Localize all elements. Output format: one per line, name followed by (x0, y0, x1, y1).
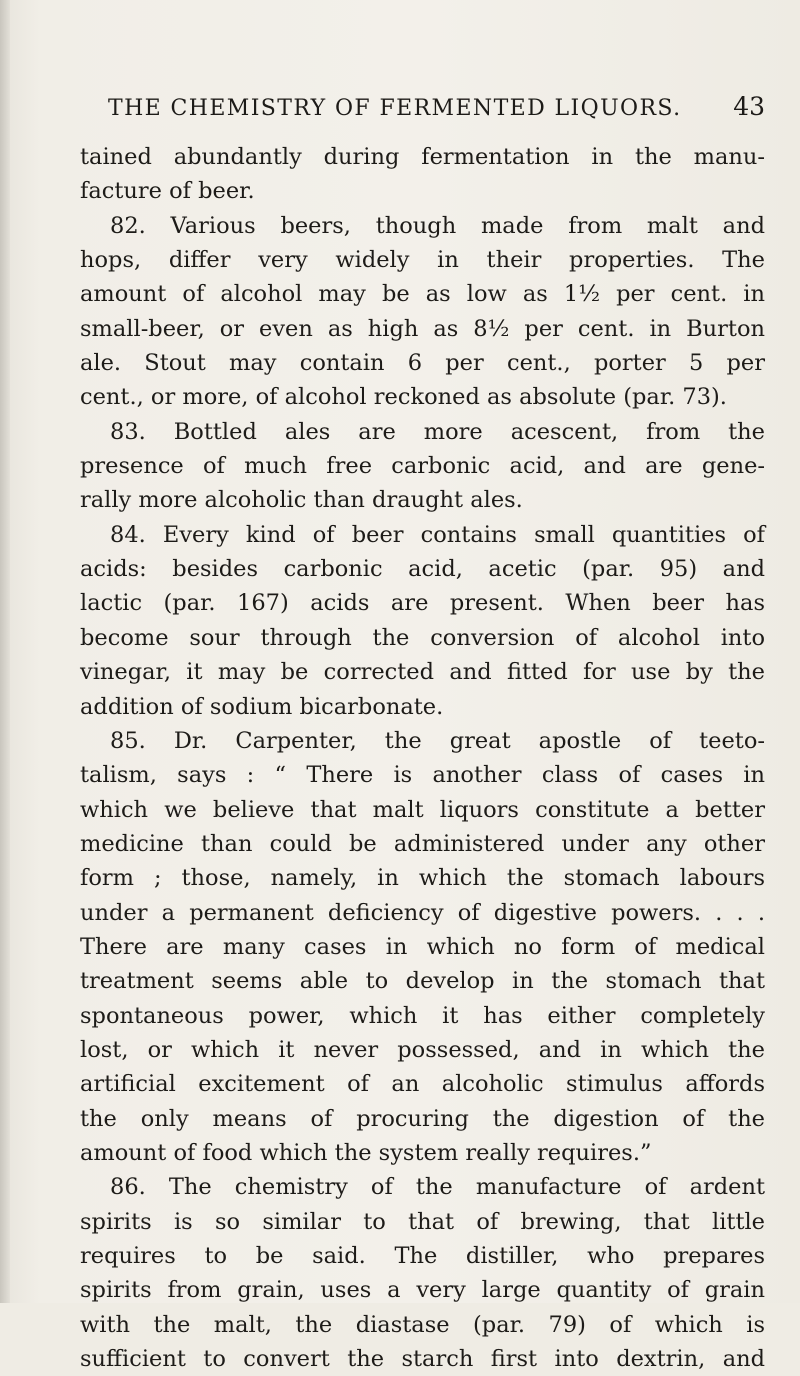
text-line: treatment seems able to develop in the stomach that (80, 968, 765, 995)
running-head: THE CHEMISTRY OF FERMENTED LIQUORS. (108, 96, 682, 121)
text-line: ale. Stout may contain 6 per cent., porter 5 per (80, 350, 765, 377)
text-line: amount of alcohol may be as low as 1½ per cent. in (80, 281, 765, 308)
text-line: 85. Dr. Carpenter, the great apostle of teeto- (110, 727, 765, 754)
text-line: presence of much free carbonic acid, and are gene- (80, 453, 765, 480)
text-line: form ; those, namely, in which the stomach labours (80, 865, 765, 892)
text-line: 84. Every kind of beer contains small quantities of (110, 521, 765, 548)
text-line: addition of sodium bicarbonate. (80, 693, 444, 720)
text-line: which we believe that malt liquors constitute a better (80, 796, 765, 823)
text-line: cent., or more, of alcohol reckoned as absolute (par. 73). (80, 384, 727, 411)
text-line: acids: besides carbonic acid, acetic (par. 95) and (80, 556, 765, 583)
text-line: sufficient to convert the starch first into dextrin, and (80, 1346, 765, 1373)
text-line: medicine than could be administered under any other (80, 830, 765, 857)
page-number: 43 (733, 92, 765, 121)
text-line: become sour through the conversion of alcohol into (80, 624, 765, 651)
text-line: lost, or which it never possessed, and in which the (80, 1036, 765, 1063)
text-line: There are many cases in which no form of medical (80, 933, 765, 960)
text-line: rally more alcoholic than draught ales. (80, 487, 523, 514)
text-line: under a permanent deficiency of digestive powers. . . . (80, 899, 765, 926)
page-header (80, 92, 765, 132)
text-line: talism, says : “ There is another class of cases in (80, 762, 765, 789)
text-line: small-beer, or even as high as 8½ per cent. in Burton (80, 315, 765, 342)
text-line: with the malt, the diastase (par. 79) of which is (80, 1311, 765, 1338)
text-line: spirits from grain, uses a very large quantity of grain (80, 1277, 765, 1304)
text-line: hops, differ very widely in their properties. The (80, 247, 765, 274)
page-binding-edge (0, 0, 10, 1303)
text-line: facture of beer. (80, 178, 255, 205)
text-line: spirits is so similar to that of brewing, that little (80, 1208, 765, 1235)
text-line: 86. The chemistry of the manufacture of ardent (110, 1174, 765, 1201)
text-line: 82. Various beers, though made from malt and (110, 212, 765, 239)
text-line: 83. Bottled ales are more acescent, from the (110, 418, 765, 445)
text-line: amount of food which the system really requires.” (80, 1139, 652, 1166)
text-line: the only means of procuring the digestion of the (80, 1105, 765, 1132)
text-line: spontaneous power, which it has either completely (80, 1002, 765, 1029)
text-line: artificial excitement of an alcoholic stimulus affords (80, 1071, 765, 1098)
text-line: vinegar, it may be corrected and fitted for use by the (80, 659, 765, 686)
text-line: tained abundantly during fermentation in the manu- (80, 144, 765, 170)
text-line: lactic (par. 167) acids are present. When beer has (80, 590, 765, 617)
text-line: requires to be said. The distiller, who prepares (80, 1243, 765, 1269)
body-text (80, 140, 765, 1376)
